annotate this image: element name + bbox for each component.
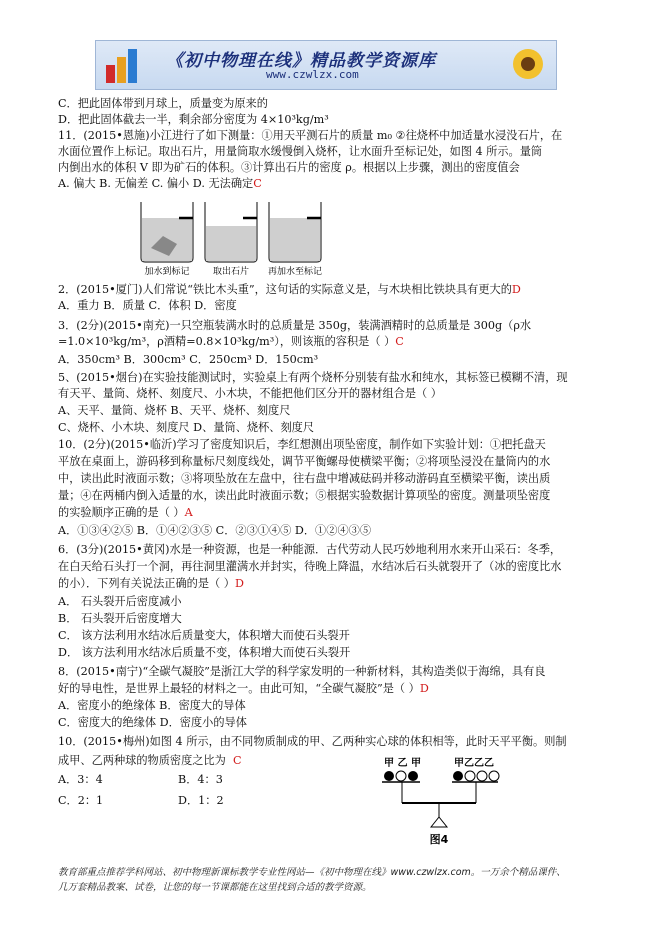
footer-line: 教育部重点推荐学科网站、初中物理新课标教学专业性网站—《初中物理在线》www.czwlzx.com。一万余个精品课件、 xyxy=(58,867,566,878)
figure-caption: 图4 xyxy=(429,833,449,846)
question-5-stem: 5、(2015•烟台)在实验技能测试时，实验桌上有两个烧杯分别装有盐水和纯水，其标签已模糊不清，现 xyxy=(58,371,568,384)
question-6-stem: 6．(3分)(2015•黄冈)水是一种资源，也是一种能源．古代劳动人民巧妙地利用水来开山采石：冬季， xyxy=(58,543,562,556)
beaker-label: 再加水至标记 xyxy=(267,267,323,276)
question-6-option-b: B． 石头裂开后密度增大 xyxy=(58,612,182,625)
question-11-stem: 11．(2015•恩施)小江进行了如下测量：①用天平测石片的质量 m₀ ②往烧杯中加适量水浸没石片，在 xyxy=(58,129,563,142)
text-line: 的小）．下列有关说法正确的是（ ）D xyxy=(58,577,244,590)
text-line: 量；④在两桶内倒入适量的水，读出此时液面示数；⑤根据实验数据计算项坠的密度。测量项坠密度 xyxy=(58,489,551,502)
question-10b-option-a: A．3：4 xyxy=(58,773,103,786)
question-8-options: A．密度小的绝缘体 B．密度大的导体 xyxy=(58,699,246,712)
question-11-options: A. 偏大 B. 无偏差 C. 偏小 D. 无法确定C xyxy=(58,177,262,190)
question-3-stem: 3．(2分)(2015•南充)一只空瓶装满水时的总质量是 350g，装满酒精时的总质量是 300g（ρ水 xyxy=(58,319,532,332)
question-2-stem: 2．(2015•厦门)人们常说“铁比木头重”，这句话的实际意义是，与木块相比铁块具有更大的D xyxy=(58,283,521,296)
text-line: 中，读出此时液面示数；③将项坠放在左盘中，往右盘中增减砝码并移动游码直至横梁平衡，读出质 xyxy=(58,472,551,485)
header-banner xyxy=(95,40,557,90)
question-6-option-d: D． 该方法利用水结冰后质量不变，体积增大而使石头裂开 xyxy=(58,646,351,659)
question-10b-stem: 10．(2015•梅州)如图 4 所示，由不同物质制成的甲、乙两种实心球的体积相等，此时天平平衡。则制 xyxy=(58,735,567,748)
answer-mark: A xyxy=(184,506,193,519)
question-3-options: A．350cm³ B．300cm³ C．250cm³ D．150cm³ xyxy=(58,353,319,366)
text-line: 有天平、量筒、烧杯、刻度尺、小木块，不能把他们区分开的器材组合是（ ） xyxy=(58,387,442,400)
banner-url[interactable]: www.czwlzx.com xyxy=(266,68,359,81)
text-line: 水面位置作上标记。取出石片，用量筒取水缓慢倒入烧杯，让水面升至标记处，如图 4 所示。量筒 xyxy=(58,145,543,158)
answer-mark: D xyxy=(511,283,521,296)
balance-right-label: 甲乙乙乙 xyxy=(454,758,494,769)
question-5-options: C、烧杯、小木块、刻度尺 D、量筒、烧杯、刻度尺 xyxy=(58,421,315,434)
answer-mark: C xyxy=(253,177,262,190)
question-10b-option-c: C．2：1 xyxy=(58,794,104,807)
question-5-options: A、天平、量筒、烧杯 B、天平、烧杯、刻度尺 xyxy=(58,404,291,417)
beaker-label: 取出石片 xyxy=(212,267,250,276)
text-line: 在白天给石头打一个洞，再往洞里灌满水并封实，待晚上降温，水结冰后石头就裂开了（冰的密度比水 xyxy=(58,560,562,573)
text-line: 的实验顺序正确的是（ ）A xyxy=(58,506,193,519)
answer-mark: D xyxy=(419,682,429,695)
text-line: 好的导电性，是世界上最轻的材料之一。由此可知，“全碳气凝胶”是（ ）D xyxy=(58,682,429,695)
text-line: 平放在桌面上，游码移到称量标尺刻度线处，调节平衡螺母使横梁平衡；②将项坠浸没在量筒内的水 xyxy=(58,455,551,468)
question-6-option-c: C． 该方法利用水结冰后质量变大，体积增大而使石头裂开 xyxy=(58,629,350,642)
question-2-options: A．重力 B．质量 C．体积 D．密度 xyxy=(58,299,237,312)
question-8-stem: 8．(2015•南宁)“全碳气凝胶”是浙江大学的科学家发明的一种新材料，其构造类似于海绵，具有良 xyxy=(58,665,546,678)
text-line: D．把此固体截去一半，剩余部分密度为 4×10³kg/m³ xyxy=(58,113,329,126)
beaker-figure xyxy=(133,198,333,276)
text-line: 内倒出水的体积 V 即为矿石的体积。③计算出石片的密度 ρ。根据以上步骤，测出的密度值会 xyxy=(58,161,520,174)
question-6-option-a: A． 石头裂开后密度减小 xyxy=(58,595,182,608)
answer-mark: D xyxy=(234,577,244,590)
footer-line: 几万套精品教案、试卷，让您的每一节课都能在这里找到合适的教学资源。 xyxy=(58,882,372,893)
logo-icon xyxy=(104,45,144,85)
text-line: 成甲、乙两种球的物质密度之比为 C xyxy=(58,754,242,767)
sunflower-icon xyxy=(506,44,550,86)
balance-left-label: 甲 乙 甲 xyxy=(384,758,421,769)
question-10a-stem: 10．(2分)(2015•临沂)学习了密度知识后，李红想测出项坠密度，制作如下实验计划：①把托盘天 xyxy=(58,438,546,451)
question-10b-option-b: B．4：3 xyxy=(178,773,223,786)
question-8-options: C．密度大的绝缘体 D．密度小的导体 xyxy=(58,716,247,729)
beaker-label: 加水到标记 xyxy=(144,267,190,276)
question-10b-option-d: D．1：2 xyxy=(178,794,224,807)
question-10a-options: A．①③④②⑤ B．①④②③⑤ C．②③①④⑤ D．①②④③⑤ xyxy=(58,524,372,537)
answer-mark: C xyxy=(395,335,404,348)
balance-figure xyxy=(380,755,500,847)
question-3-stem-cont: =1.0×10³kg/m³，ρ酒精=0.8×10³kg/m³），则该瓶的容积是（ ）C xyxy=(58,335,404,348)
text-line: C．把此固体带到月球上，质量变为原来的 xyxy=(58,97,268,110)
answer-mark: C xyxy=(232,754,242,767)
banner-title: 《初中物理在线》精品教学资源库 xyxy=(166,51,436,71)
